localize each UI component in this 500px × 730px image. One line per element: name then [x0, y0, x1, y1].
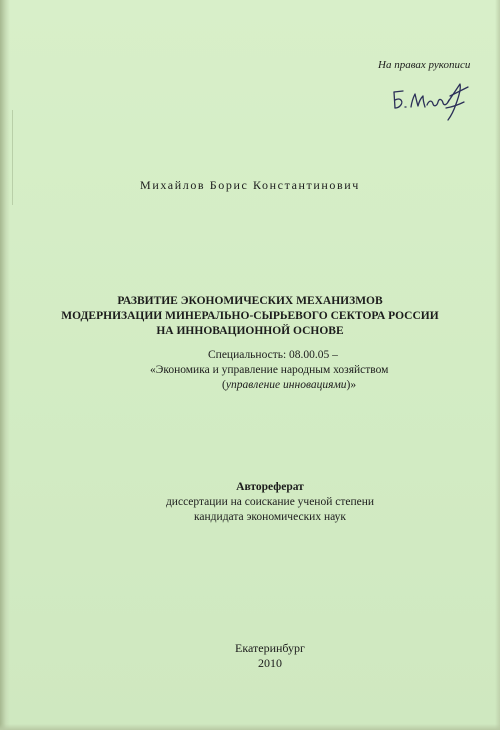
title-line: МОДЕРНИЗАЦИИ МИНЕРАЛЬНО-СЫРЬЕВОГО СЕКТОРА РОССИИ	[61, 310, 439, 322]
paren-close: )»	[346, 379, 357, 391]
abstract-line: диссертации на соискание ученой степени	[165, 496, 375, 508]
title-line: НА ИННОВАЦИОННОЙ ОСНОВЕ	[156, 325, 344, 337]
specialty-name: «Экономика и управление народным хозяйством	[150, 364, 389, 376]
imprint	[180, 641, 360, 671]
specialty-block	[150, 348, 410, 393]
handwritten-signature	[388, 78, 474, 122]
specialty-subfield	[222, 378, 410, 393]
dissertation-title	[30, 294, 470, 339]
abstract-heading: Автореферат	[236, 481, 304, 493]
paren-open: (	[222, 379, 226, 391]
author-name: Михайлов Борис Константинович	[140, 178, 360, 192]
rights-note: На правах рукописи	[378, 59, 471, 71]
abstract-line: кандидата экономических наук	[194, 511, 346, 523]
subfield-text: управление инновациями	[225, 379, 347, 391]
abstract-block	[80, 480, 460, 525]
title-line: РАЗВИТИЕ ЭКОНОМИЧЕСКИХ МЕХАНИЗМОВ	[117, 295, 383, 307]
page-right-edge	[495, 0, 500, 730]
page-edge-shadow	[0, 0, 10, 730]
year: 2010	[258, 656, 282, 670]
city: Екатеринбург	[235, 641, 305, 655]
page-bottom-edge	[0, 724, 500, 730]
specialty-code: Специальность: 08.00.05 –	[208, 349, 338, 361]
